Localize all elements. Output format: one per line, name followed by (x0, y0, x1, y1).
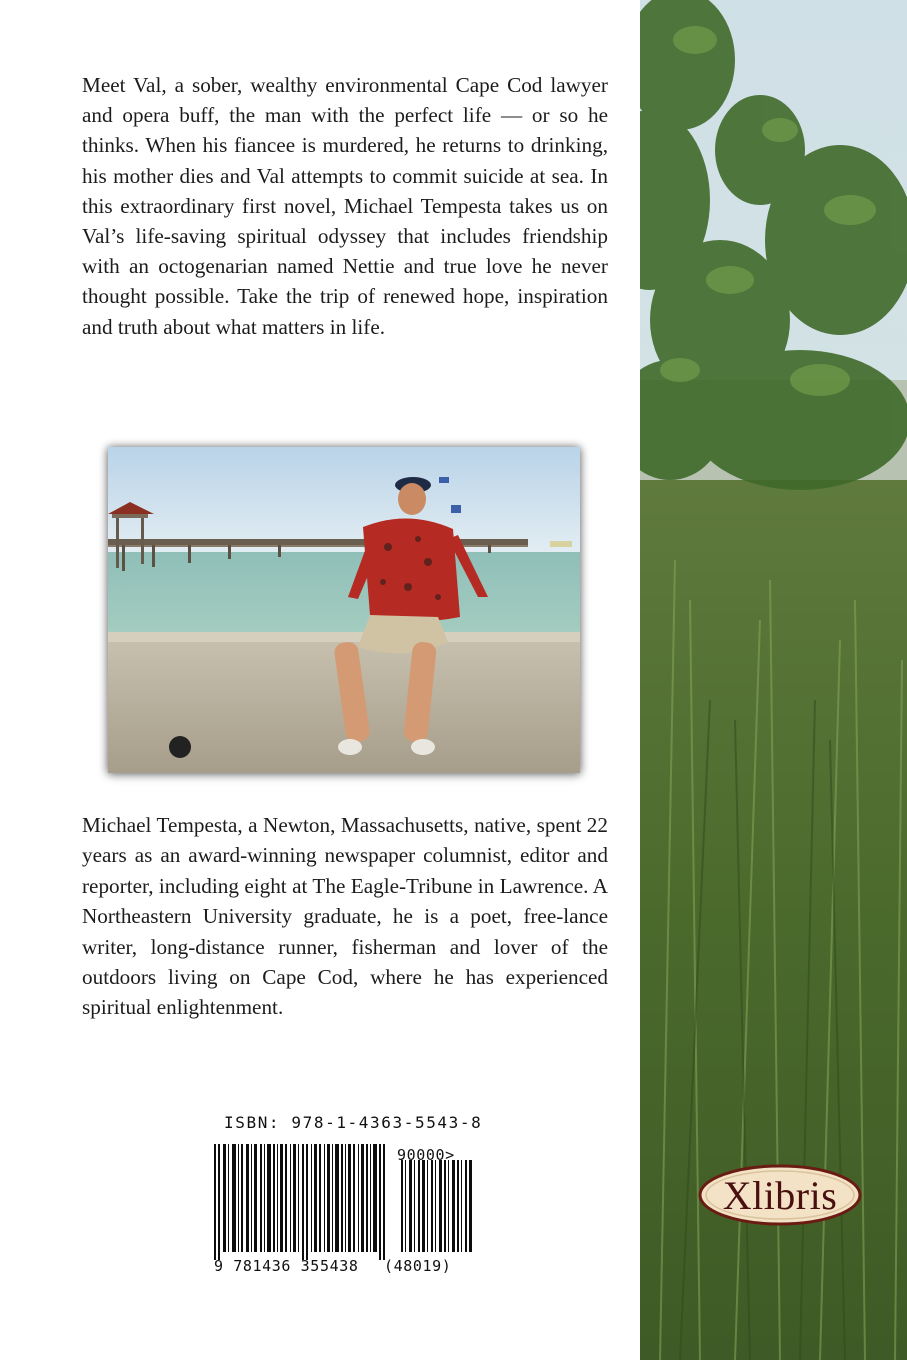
publisher-logo-text: Xlibris (722, 1173, 838, 1218)
barcode-price-digits: (48019) (384, 1257, 452, 1275)
barcode-main-digits: 9 781436 355438 (214, 1257, 359, 1275)
author-photo (108, 447, 580, 773)
barcode-addon-digits: 90000> (397, 1146, 455, 1164)
book-blurb: Meet Val, a sober, wealthy environmental Cape Cod lawyer and opera buff, the man with the perfect life — or so he thinks. When his fiancee is murdered, he returns to drinking, his mother dies and Val attempts to commit suicide at sea. In this extraordinary first novel, Michael Tempesta takes us on Val’s life-saving spiritual odyssey that includes friendship with an octogenarian named Nettie and true love he never thought possible. Take the trip of renewed hope, inspiration and truth about what matters in life. (82, 73, 608, 339)
foliage-side-image (640, 0, 907, 1360)
author-bio: Michael Tempesta, a Newton, Massachusetts, native, spent 22 years as an award-winning newspaper columnist, editor and reporter, including eight at The Eagle-Tribune in Lawrence. A Northeastern University graduate, he is a poet, free-lance writer, long-distance runner, fisherman and lover of the outdoors living on Cape Cod, where he has experienced spiritual enlightenment. (82, 813, 608, 1020)
isbn-label: ISBN: 978-1-4363-5543-8 (224, 1113, 483, 1132)
